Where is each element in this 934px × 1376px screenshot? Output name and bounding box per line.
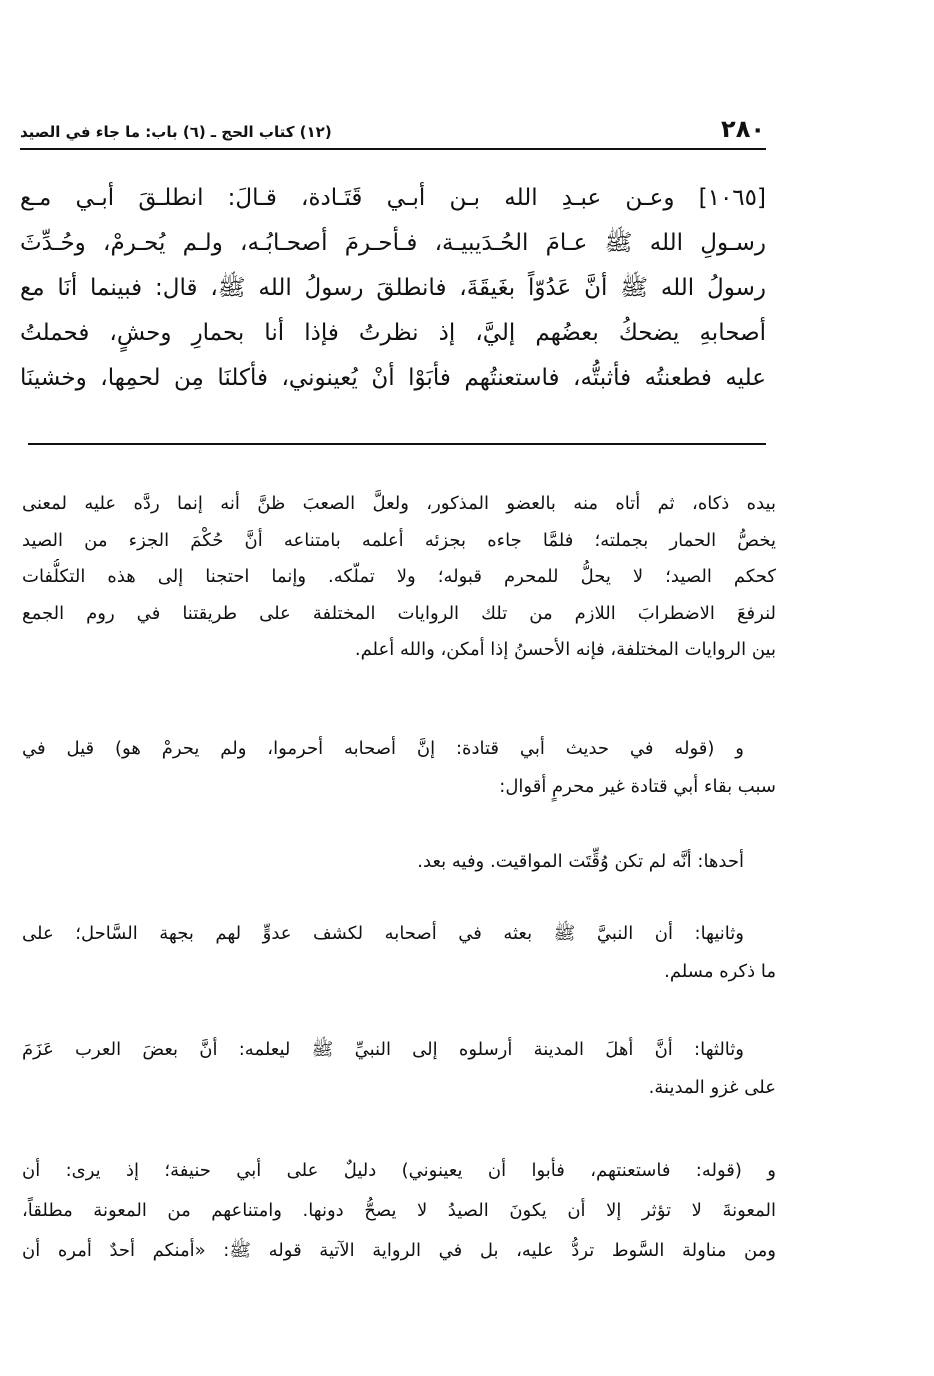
commentary-line: و (قوله في حديث أبي قتادة: إنَّ أصحابه أحرموا، ولم يحرمْ هو) قيل في <box>22 738 744 759</box>
hadith-line: عليه فطعنتُه فأثبتُّه، فاستعنتُهم فأبَوْا أنْ يُعينوني، فأكلنَا مِن لحمِها، وخشينَا <box>20 365 766 391</box>
commentary-line: سبب بقاء أبي قتادة غير محرمٍ أقوال: <box>499 776 776 797</box>
commentary-line: و (قوله: فاستعنتهم، فأبوا أن يعينوني) دليلٌ على أبي حنيفة؛ إذ يرى: أن <box>22 1160 776 1181</box>
commentary-paragraph-3 <box>22 843 776 881</box>
hadith-line: رسولُ الله ﷺ أنَّ عَدُوّاً بغَيقَةَ، فانطلقَ رسولُ الله ﷺ، قال: فبينما أنَا مع <box>20 275 766 301</box>
commentary-paragraph-6 <box>22 1151 776 1271</box>
page-number: ٢٨٠ <box>721 115 765 143</box>
commentary-line: كحكم الصيد؛ لا يحلُّ للمحرم قبوله؛ ولا تملّكه. وإنما احتجنا إلى هذه التكلُّفات <box>22 566 776 587</box>
hadith-line: رسـولِ الله ﷺ عـامَ الحُـدَيبيـة، فـأحـرمَ أصحـابُـه، ولـم يُحـرمْ، وحُـدِّثَ <box>20 230 766 256</box>
commentary-line: ما ذكره مسلم. <box>664 961 776 982</box>
commentary-line: ومن مناولة السَّوط تردُّ عليه، بل في الرواية الآتية قوله ﷺ: «أمنكم أحدٌ أمره أن <box>22 1240 776 1261</box>
hadith-line: أصحابهِ يضحكُ بعضُهم إليَّ، إذ نظرتُ فإذا أنا بحمارِ وحشٍ، فحملتُ <box>20 320 766 346</box>
commentary-line: بيده ذكاه، ثم أتاه منه بالعضو المذكور، ولعلَّ الصعبَ ظنَّ أنه إنما ردَّه عليه لمعنى <box>22 493 776 514</box>
commentary-line: لنرفعَ الاضطرابَ اللازم من تلك الروايات المختلفة على طريقتنا في روم الجمع <box>22 602 776 624</box>
section-divider <box>28 443 766 445</box>
commentary-paragraph-5 <box>22 1031 776 1107</box>
hadith-text <box>20 176 766 401</box>
commentary-paragraph-2 <box>22 730 776 806</box>
commentary-line: بين الروايات المختلفة، فإنه الأحسنُ إذا أمكن، والله أعلم. <box>354 639 776 660</box>
commentary-line: وثالثها: أنَّ أهلَ المدينة أرسلوه إلى النبيِّ ﷺ ليعلمه: أنَّ بعضَ العرب عَزَمَ <box>22 1039 744 1060</box>
commentary-paragraph-4 <box>22 915 776 991</box>
commentary-line: وثانيها: أن النبيَّ ﷺ بعثه في أصحابه لكشف عدوٍّ لهم بجهة السَّاحل؛ على <box>22 923 744 944</box>
header-rule <box>20 148 766 150</box>
commentary-paragraph-1 <box>22 486 776 669</box>
commentary-line: على غزو المدينة. <box>648 1077 776 1098</box>
running-title: (١٢) كتاب الحج ـ (٦) باب: ما جاء في الصيد <box>20 123 332 141</box>
commentary-line: المعونةَ لا تؤثر إلا أن يكونَ الصيدُ لا يصحُّ دونها. وامتناعهم من المعونة مطلقاً، <box>22 1200 776 1221</box>
commentary-line: يخصُّ الحمار بجملته؛ فلمَّا جاءه بجزئه أعلمه بامتناعه أنَّ حُكْمَ الجزء من الصيد <box>22 529 776 551</box>
commentary-line: أحدها: أنَّه لم تكن وُقِّتَت المواقيت. وفيه بعد. <box>417 851 744 872</box>
hadith-line: [١٠٦٥] وعـن عبـدِ الله بـن أبـي قَتَـادة، قـالَ: انطلـقَ أبـي مـع <box>20 185 766 211</box>
page-header <box>20 108 765 144</box>
